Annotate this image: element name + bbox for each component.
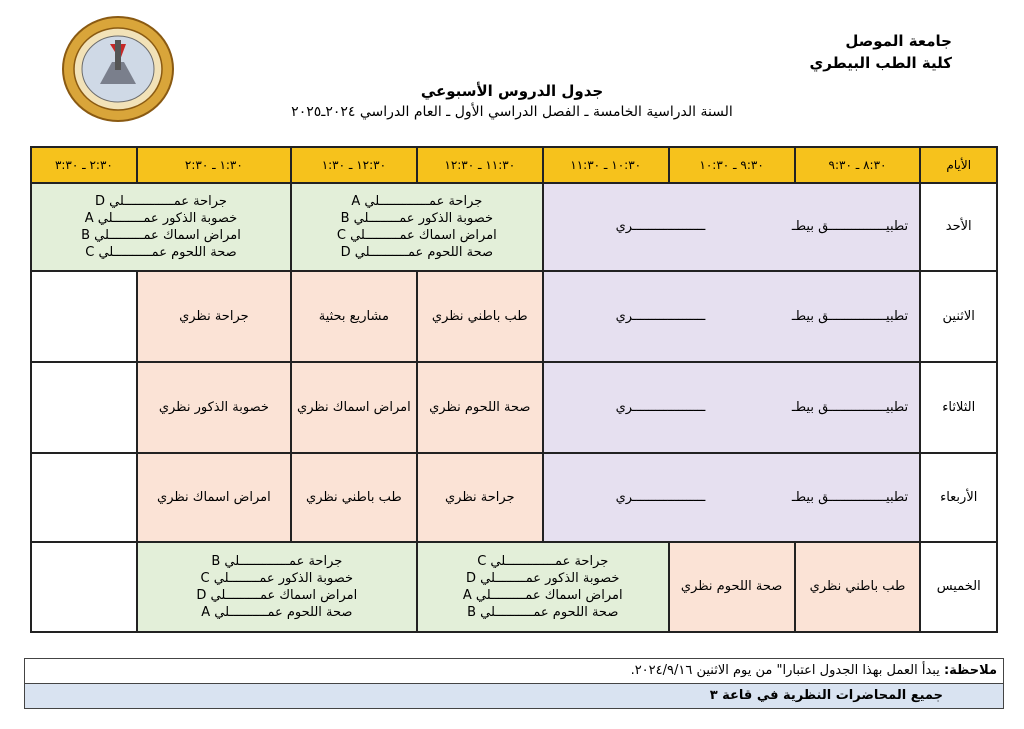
- header-slot-3: ١٠:٣٠ ـ ١١:٣٠: [543, 147, 669, 183]
- lecture-cell: طب باطني نظري: [795, 542, 921, 632]
- lecture-cell: صحة اللحوم نظري: [417, 362, 543, 453]
- university-name: جامعة الموصل: [845, 32, 952, 50]
- row-wednesday: [31, 453, 997, 542]
- header-slot-5: ١٢:٣٠ ـ ١:٣٠: [291, 147, 417, 183]
- row-tuesday: [31, 362, 997, 453]
- practical-group-list: جراحة عمـــــــــــــلي B خصوبة الذكور عمــــــــلي C امراض اسماك عمـــــــــلي D صحة اللحوم عمــــــــــلي A: [137, 542, 417, 632]
- row-monday: [31, 271, 997, 362]
- row-thursday: [31, 542, 997, 632]
- row-sunday: [31, 183, 997, 270]
- header-slot-4: ١١:٣٠ ـ ١٢:٣٠: [417, 147, 543, 183]
- empty-cell: [31, 271, 137, 362]
- header-slot-2: ٩:٣٠ ـ ١٠:٣٠: [669, 147, 795, 183]
- empty-cell: [31, 362, 137, 453]
- header-slot-1: ٨:٣٠ ـ ٩:٣٠: [795, 147, 921, 183]
- applied-session: تطبيـــــــــــــــق بيطــــــــــــــــــــري: [543, 362, 921, 453]
- empty-cell: [31, 453, 137, 542]
- lecture-cell: جراحة نظري: [417, 453, 543, 542]
- day-thursday: الخميس: [920, 542, 997, 632]
- note-text: يبدأ العمل بهذا الجدول اعتبارا" من يوم الاثنين ٢٠٢٤/٩/١٦.: [630, 663, 944, 678]
- day-sunday: الأحد: [920, 183, 997, 270]
- page-subtitle: السنة الدراسية الخامسة ـ الفصل الدراسي الأول ـ العام الدراسي ٢٠٢٤ـ٢٠٢٥: [291, 104, 733, 120]
- schedule-table: [30, 146, 998, 633]
- note-label: ملاحظة:: [943, 663, 997, 678]
- practical-group-list: جراحة عمـــــــــــــلي A خصوبة الذكور عمــــــــلي B امراض اسماك عمـــــــــلي C صحة اللحوم عمــــــــــلي D: [291, 183, 543, 270]
- note-line-1: [25, 659, 1003, 684]
- empty-cell: [31, 542, 137, 632]
- lecture-cell: طب باطني نظري: [417, 271, 543, 362]
- header-slot-7: ٢:٣٠ ـ ٣:٣٠: [31, 147, 137, 183]
- header-row: [31, 147, 997, 183]
- note-line-2: جميع المحاضرات النظرية في قاعة ٣: [25, 684, 1003, 708]
- lecture-cell: خصوبة الذكور نظري: [137, 362, 291, 453]
- lecture-cell: جراحة نظري: [137, 271, 291, 362]
- header-slot-6: ١:٣٠ ـ ٢:٣٠: [137, 147, 291, 183]
- day-monday: الاثنين: [920, 271, 997, 362]
- lecture-cell: مشاريع بحثية: [291, 271, 417, 362]
- header-days: الأيام: [920, 147, 997, 183]
- applied-session: تطبيـــــــــــــــق بيطــــــــــــــــــــري: [543, 271, 921, 362]
- day-tuesday: الثلاثاء: [920, 362, 997, 453]
- applied-session: تطبيـــــــــــــــق بيطــــــــــــــــــــري: [543, 183, 921, 270]
- practical-group-list: جراحة عمـــــــــــــلي C خصوبة الذكور عمــــــــلي D امراض اسماك عمـــــــــلي A صحة اللحوم عمــــــــــلي B: [417, 542, 669, 632]
- note-box: [24, 658, 1004, 709]
- college-name: كلية الطب البيطري: [809, 54, 952, 72]
- header-institution: [810, 30, 953, 74]
- applied-session: تطبيـــــــــــــــق بيطــــــــــــــــــــري: [543, 453, 921, 542]
- page-title: جدول الدروس الأسبوعي: [420, 82, 604, 100]
- lecture-cell: امراض اسماك نظري: [137, 453, 291, 542]
- lecture-cell: امراض اسماك نظري: [291, 362, 417, 453]
- day-wednesday: الأربعاء: [920, 453, 997, 542]
- lecture-cell: صحة اللحوم نظري: [669, 542, 795, 632]
- practical-group-list: جراحة عمـــــــــــــلي D خصوبة الذكور عمــــــــلي A امراض اسماك عمـــــــــلي B صحة اللحوم عمــــــــــلي C: [31, 183, 291, 270]
- lecture-cell: طب باطني نظري: [291, 453, 417, 542]
